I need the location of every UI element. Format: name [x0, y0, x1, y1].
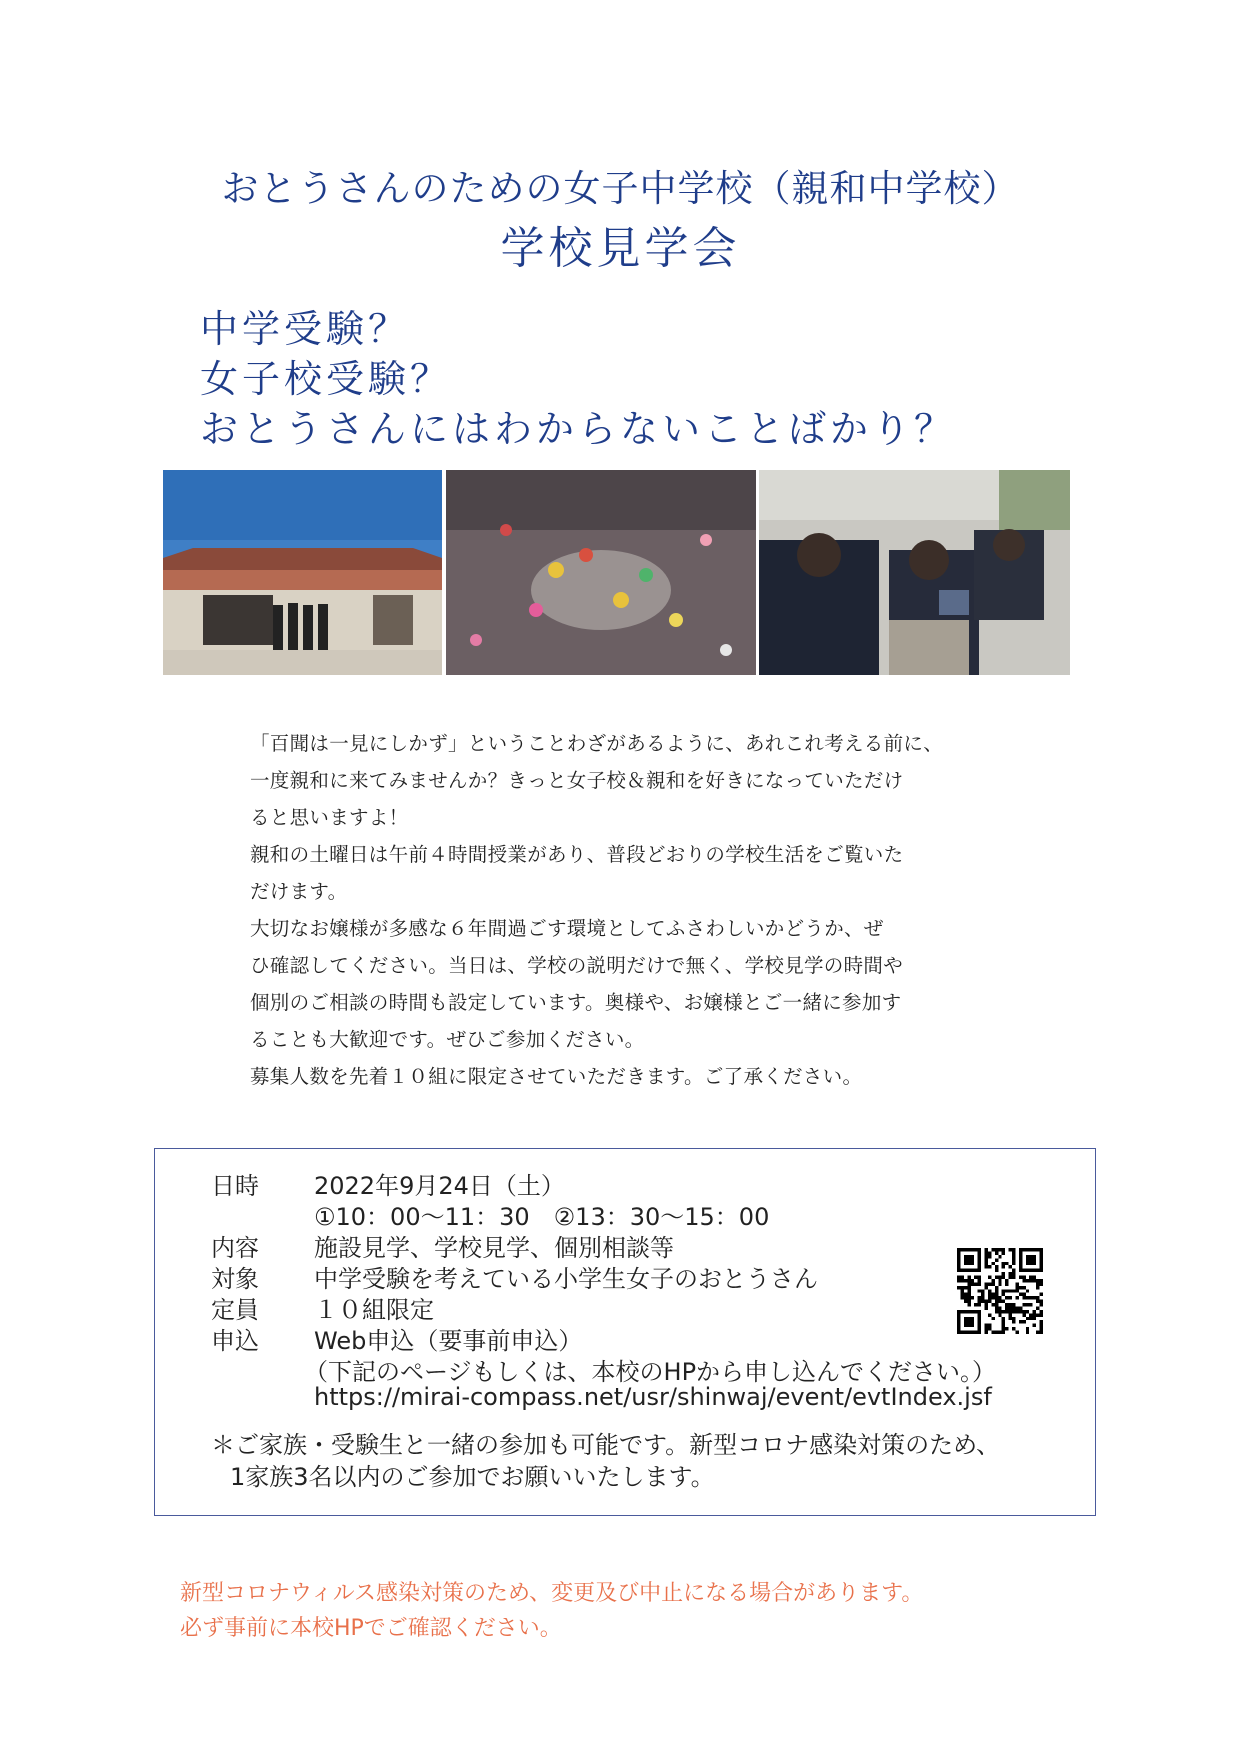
target-label: 対象: [211, 1265, 259, 1293]
event-subtitle: おとうさんのための女子中学校（親和中学校）: [221, 167, 1020, 210]
apply-note: （下記のページもしくは、本校のHPから申し込んでください。）: [304, 1358, 997, 1386]
apply-value: Web申込（要事前申込）: [314, 1327, 583, 1355]
qr-code[interactable]: [957, 1248, 1043, 1334]
body-text-line: 個別のご相談の時間も設定しています。奥様や、お嬢様とご一緒に参加す: [250, 991, 902, 1014]
body-text-line: ひ確認してください。当日は、学校の説明だけで無く、学校見学の時間や: [250, 954, 904, 977]
content-value: 施設見学、学校見学、個別相談等: [314, 1234, 674, 1262]
confirm-notice: 必ず事前に本校HPでご確認ください。: [180, 1616, 562, 1641]
target-value: 中学受験を考えている小学生女子のおとうさん: [314, 1265, 818, 1293]
body-text-line: だけます。: [250, 880, 348, 903]
apply-label: 申込: [211, 1327, 259, 1355]
body-text-line: 一度親和に来てみませんか？きっと女子校＆親和を好きになっていただけ: [250, 769, 904, 792]
body-text-line: ると思いますよ！: [250, 806, 409, 829]
body-text-line: ることも大歓迎です。ぜひご参加ください。: [250, 1028, 645, 1051]
classroom-photo: [759, 470, 1070, 675]
content-label: 内容: [211, 1234, 259, 1262]
date-value: 2022年9月24日（土）: [314, 1172, 565, 1200]
capacity-value: １０組限定: [314, 1296, 434, 1324]
body-text-line: 大切なお嬢様が多感な６年間過ごす環境としてふさわしいかどうか、ぜ: [250, 917, 884, 940]
question-line-1: 中学受験？: [200, 307, 411, 351]
body-text-line: 募集人数を先着１０組に限定させていただきます。ご了承ください。: [250, 1065, 863, 1088]
question-line-3: おとうさんにはわからないことばかり？: [200, 407, 957, 451]
time-value: ①10：00～11：30 ②13：30～15：00: [314, 1203, 770, 1231]
capacity-label: 定員: [211, 1296, 259, 1324]
body-text-line: 「百聞は一見にしかず」ということわざがあるように、あれこれ考える前に、: [250, 732, 944, 755]
event-title: 学校見学会: [500, 223, 741, 274]
covid-notice: 新型コロナウィルス感染対策のため、変更及び中止になる場合があります。: [180, 1581, 924, 1606]
family-note: ＊ご家族・受験生と一緒の参加も可能です。新型コロナ感染対策のため、: [211, 1431, 1001, 1459]
body-text-line: 親和の土曜日は午前４時間授業があり、普段どおりの学校生活をご覧いた: [250, 843, 904, 866]
date-label: 日時: [211, 1172, 259, 1200]
school-gate-photo: [163, 470, 442, 675]
question-line-2: 女子校受験？: [200, 357, 453, 401]
crowd-dance-photo: [446, 470, 756, 675]
family-note: 1家族3名以内のご参加でお願いいたします。: [230, 1463, 715, 1491]
apply-url-link[interactable]: https://mirai-compass.net/usr/shinwaj/event/evtIndex.jsf: [314, 1383, 992, 1411]
